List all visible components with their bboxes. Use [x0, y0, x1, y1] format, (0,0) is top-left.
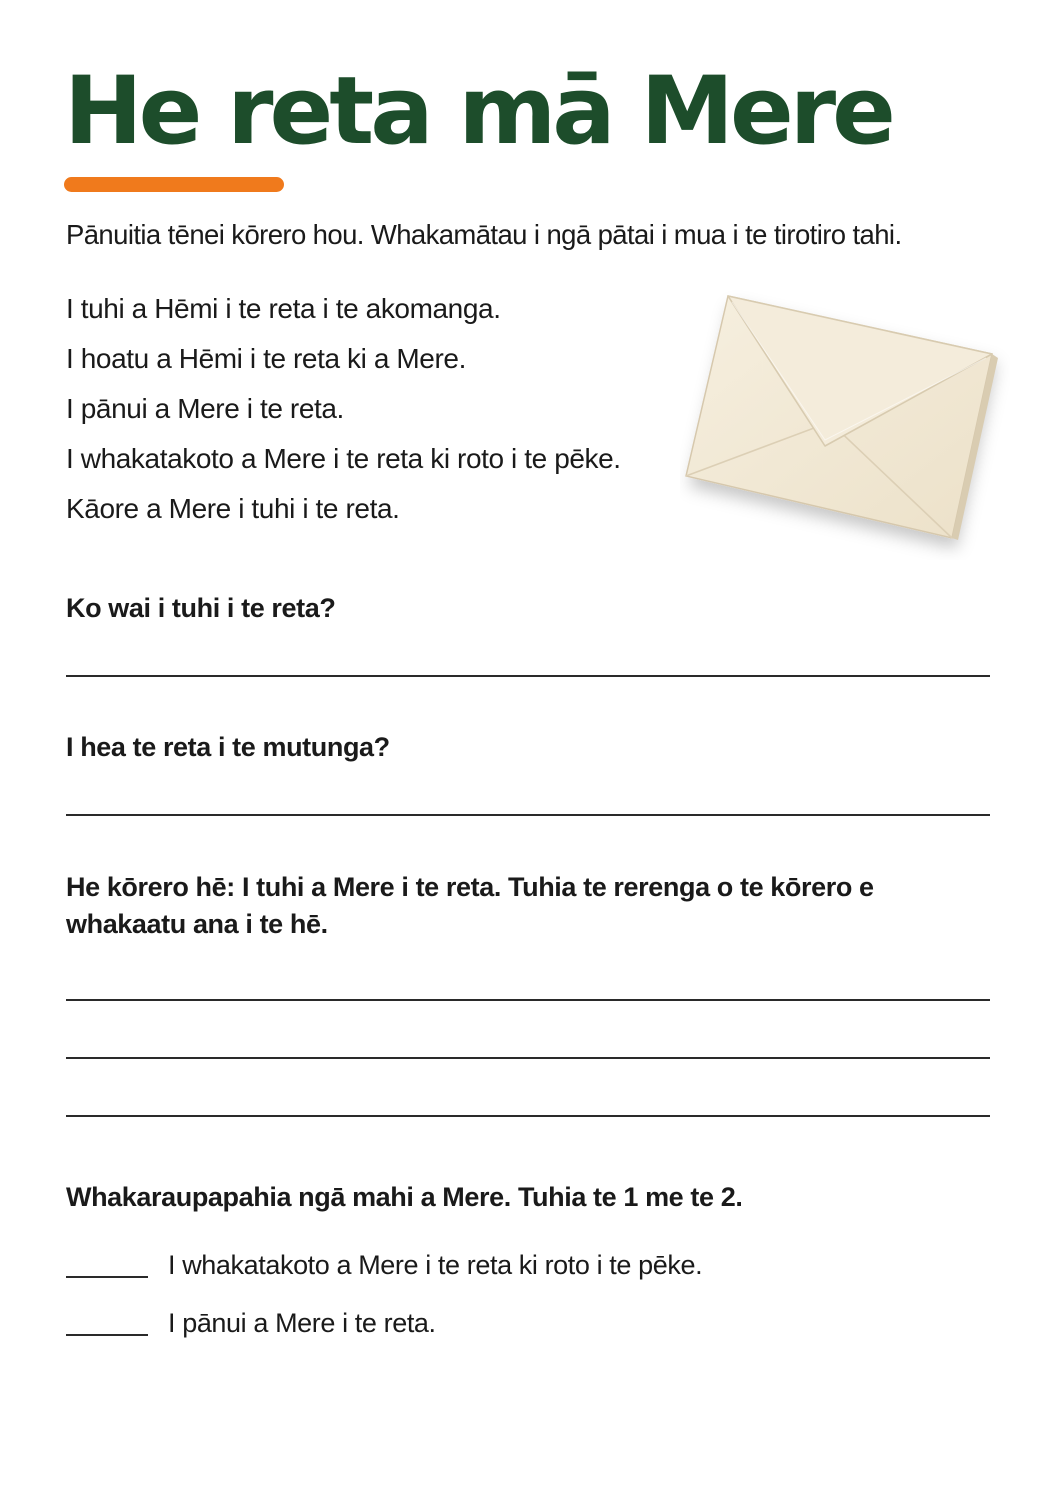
story-line: I whakatakoto a Mere i te reta ki roto i te pēke. [66, 443, 621, 474]
ordering-blank[interactable] [66, 1334, 148, 1336]
ordering-item-text: I pānui a Mere i te reta. [168, 1308, 436, 1338]
answer-line-3a[interactable] [66, 999, 990, 1001]
envelope-icon [680, 280, 1010, 560]
answer-line-1[interactable] [66, 675, 990, 677]
ordering-item-text: I whakatakoto a Mere i te reta ki roto i te pēke. [168, 1250, 703, 1280]
answer-line-3b[interactable] [66, 1057, 990, 1059]
story-line: I tuhi a Hēmi i te reta i te akomanga. [66, 293, 501, 324]
ordering-blank[interactable] [66, 1276, 148, 1278]
instructions-text: Pānuitia tēnei kōrero hou. Whakamātau i ngā pātai i mua i te tirotiro tahi. [66, 219, 902, 250]
question-3: He kōrero hē: I tuhi a Mere i te reta. Tuhia te rerenga o te kōrero e whakaatu ana i te hē. [66, 872, 874, 939]
story-text [66, 284, 621, 534]
answer-line-3c[interactable] [66, 1115, 990, 1117]
question-4: Whakaraupapahia ngā mahi a Mere. Tuhia te 1 me te 2. [66, 1182, 743, 1212]
ordering-item [66, 1306, 436, 1340]
story-line: Kāore a Mere i tuhi i te reta. [66, 493, 400, 524]
question-1: Ko wai i tuhi i te reta? [66, 593, 336, 623]
story-line: I pānui a Mere i te reta. [66, 393, 344, 424]
story-line: I hoatu a Hēmi i te reta ki a Mere. [66, 343, 466, 374]
title-underline [64, 177, 284, 192]
question-2: I hea te reta i te mutunga? [66, 732, 390, 762]
answer-line-2[interactable] [66, 814, 990, 816]
ordering-item [66, 1248, 702, 1282]
page-title: He reta mā Mere [64, 57, 892, 166]
